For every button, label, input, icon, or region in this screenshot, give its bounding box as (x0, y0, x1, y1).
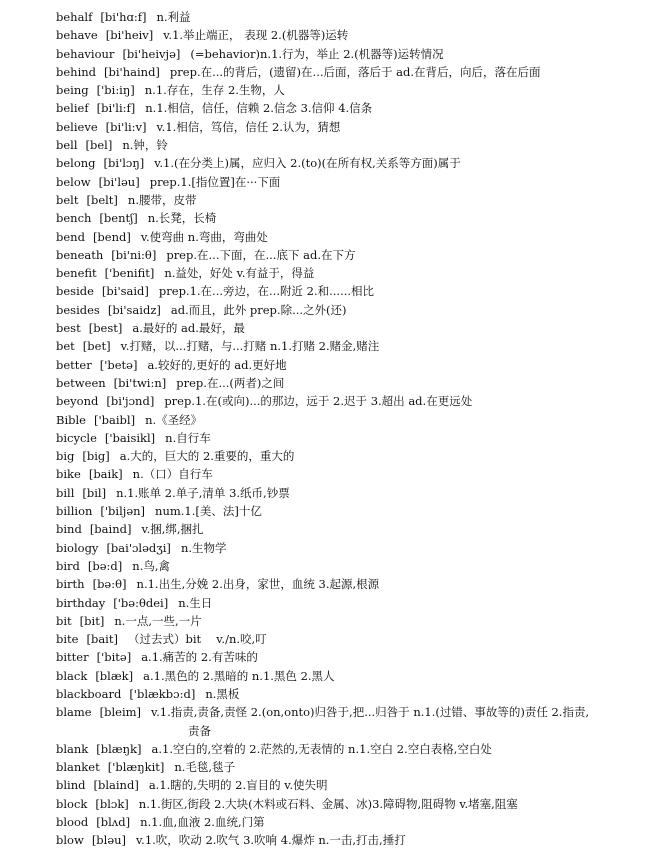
entry-word: bit (56, 613, 72, 628)
entry-word: bike (56, 467, 81, 482)
entry-definition: n.腰带，皮带 (127, 192, 197, 207)
entry-definition: n.1.账单 2.单子,清单 3.纸币,钞票 (116, 485, 290, 500)
entry-phonetic: [bait] (86, 632, 118, 647)
vocab-entry (56, 484, 646, 502)
vocab-entry (56, 502, 646, 520)
entry-word: better (56, 357, 92, 372)
entry-definition: v.1.举止端正， 表现 2.(机器等)运转 (163, 28, 349, 43)
entry-definition: prep.在...的背后，(遗留)在...后面，落后于 ad.在背后，向后，落在后面 (169, 64, 541, 79)
entry-phonetic: [blɔk] (95, 796, 129, 811)
entry-word: belt (56, 192, 79, 207)
entry-word: belief (56, 101, 89, 116)
entry-phonetic: [bi'hɑ:f] (100, 10, 147, 24)
vocab-entry (56, 118, 646, 136)
entry-phonetic: ['blækbɔ:d] (129, 686, 196, 701)
entry-definition: a.1.瞎的,失明的 2.盲目的 v.使失明 (148, 778, 328, 793)
entry-phonetic: [bit] (79, 613, 105, 628)
entry-definition: v.1.(在分类上)属，应归入 2.(to)(在所有权,关系等方面)属于 (154, 156, 461, 171)
entry-word: block (56, 796, 88, 811)
entry-word: bind (56, 522, 82, 537)
vocab-entry (56, 795, 646, 813)
entry-definition: v.1.吹，吹动 2.吹气 3.吹响 4.爆炸 n.一击,打击,捶打 (136, 833, 406, 848)
entry-definition: prep.1.在(或向)...的那边，远于 2.迟于 3.超出 ad.在更远处 (164, 394, 473, 409)
entry-word: bill (56, 485, 75, 500)
entry-definition: n.一点,一些,一片 (114, 613, 202, 628)
entry-definition: a.1.黑色的 2.黑暗的 n.1.黑色 2.黑人 (143, 668, 335, 683)
entry-word: birth (56, 577, 85, 592)
entry-phonetic: [baik] (88, 467, 123, 482)
entry-word: being (56, 83, 89, 98)
vocab-entry (56, 465, 646, 483)
entry-word: bird (56, 558, 80, 573)
entry-phonetic: [bi'saidz] (107, 302, 161, 317)
entry-phonetic: ['biljən] (100, 504, 146, 519)
entry-definition: num.1.[美、法]十亿 (155, 504, 262, 519)
entry-phonetic: [blʌd] (96, 815, 131, 830)
vocab-entry (56, 392, 646, 410)
vocab-entry (56, 301, 646, 319)
entry-phonetic: [bi'ləu] (98, 174, 140, 189)
entry-phonetic: [bend] (92, 229, 131, 244)
vocab-entry (56, 99, 646, 117)
entry-phonetic: [bentʃ] (99, 211, 138, 226)
entry-phonetic: [bel] (85, 138, 113, 153)
entry-word: birthday (56, 595, 106, 610)
entry-phonetic: [bai'ɔlədʒi] (106, 540, 171, 555)
entry-definition: v.捆,绑,捆扎 (141, 522, 204, 537)
entry-word: besides (56, 302, 100, 317)
entry-definition: n.毛毯,毯子 (174, 760, 236, 775)
entry-definition: n.鸟,禽 (132, 558, 171, 573)
entry-definition: n.1.存在，生存 2.生物，人 (144, 83, 285, 98)
entry-phonetic: [blæk] (95, 668, 134, 683)
entry-phonetic: [bi'li:v] (105, 119, 147, 134)
vocab-entry (56, 630, 646, 648)
vocab-entry (56, 246, 646, 264)
entry-phonetic: ['baibl] (93, 412, 136, 427)
entry-definition: a.较好的,更好的 ad.更好地 (147, 357, 287, 372)
vocab-entry (56, 447, 646, 465)
entry-definition: (=behavior)n.1.行为，举止 2.(机器等)运转情况 (190, 46, 444, 61)
entry-definition: v.1.指责,责备,责怪 2.(on,onto)归咎于,把...归咎于 n.1.(过错、事故等的)责任 2.指责, (151, 705, 590, 720)
vocab-entry (56, 758, 646, 776)
entry-phonetic: [bə:d] (87, 558, 123, 573)
entry-phonetic: ['benifit] (104, 266, 155, 281)
vocab-entry (56, 282, 646, 300)
entry-phonetic: [best] (88, 321, 123, 336)
entry-phonetic: [bet] (82, 339, 111, 354)
vocab-entry (56, 557, 646, 575)
entry-word: behind (56, 64, 97, 79)
entry-phonetic: ['bə:θdei] (113, 595, 169, 610)
entry-phonetic: [bi'heiv] (105, 28, 154, 43)
entry-word: Bible (56, 412, 86, 427)
entry-definition: v.1.相信，笃信，信任 2.认为，猜想 (156, 119, 341, 134)
entry-word: blackboard (56, 686, 122, 701)
entry-definition: n.1.出生,分娩 2.出身，家世，血统 3.起源,根源 (136, 577, 380, 592)
vocab-entry (56, 612, 646, 630)
entry-word: blank (56, 741, 89, 756)
entry-phonetic: ['baisikl] (104, 430, 156, 445)
vocab-entry (56, 154, 646, 172)
entry-word: blind (56, 778, 86, 793)
entry-word: beyond (56, 394, 99, 409)
entry-phonetic: [blaind] (93, 778, 139, 793)
vocab-entry (56, 667, 646, 685)
entry-definition: a.大的，巨大的 2.重要的，重大的 (119, 449, 295, 464)
entry-word: beneath (56, 247, 104, 262)
entry-phonetic: [bil] (82, 485, 107, 500)
vocab-entry (56, 319, 646, 337)
entry-definition: a.最好的 ad.最好，最 (132, 321, 245, 336)
entry-phonetic: ['bitə] (96, 650, 132, 665)
entry-phonetic: [blæŋk] (96, 741, 142, 756)
entry-word: behaviour (56, 46, 115, 61)
entry-word: biology (56, 540, 99, 555)
entry-definition: prep.在...下面，在...底下 ad.在下方 (166, 247, 356, 262)
vocab-entry (56, 776, 646, 794)
vocab-entry (56, 356, 646, 374)
entry-phonetic: [baind] (89, 522, 132, 537)
entry-definition: prep.1.在...旁边，在...附近 2.和......相比 (158, 284, 375, 299)
entry-word: belong (56, 156, 96, 171)
entry-definition: （过去式）bit v./n.咬,叮 (127, 632, 267, 647)
entry-phonetic: [bi'heivjə] (122, 46, 181, 61)
vocab-entry (56, 63, 646, 81)
entry-definition: n.利益 (156, 10, 191, 24)
vocab-entry (56, 648, 646, 666)
vocab-entry (56, 209, 646, 227)
vocab-entry (56, 813, 646, 831)
entry-phonetic: [bi'said] (101, 284, 149, 299)
entry-word: bell (56, 138, 78, 153)
vocabulary-list (56, 8, 646, 850)
vocab-entry (56, 228, 646, 246)
entry-word: behave (56, 28, 98, 43)
vocab-entry (56, 539, 646, 557)
entry-definition: v.打赌，以...打赌，与...打赌 n.1.打赌 2.赌金,赌注 (120, 339, 380, 354)
vocab-entry (56, 703, 646, 740)
entry-definition: ad.而且，此外 prep.除...之外(还) (170, 302, 347, 317)
entry-definition: n.《圣经》 (145, 412, 203, 427)
vocab-entry (56, 264, 646, 282)
entry-phonetic: [bləu] (91, 833, 127, 848)
vocab-entry (56, 26, 646, 44)
entry-phonetic: [bi'li:f] (96, 101, 136, 116)
entry-definition: n.（口）自行车 (132, 467, 213, 482)
entry-definition: prep.在...(两者)之间 (176, 375, 285, 390)
entry-definition: n.1.街区,街段 2.大块(木料或石料、金属、冰)3.障碍物,阻碍物 v.堵塞,阻塞 (138, 796, 518, 811)
entry-phonetic: [bə:θ] (92, 577, 127, 592)
entry-phonetic: [bi'lɔŋ] (103, 156, 145, 171)
vocab-entry (56, 374, 646, 392)
vocab-entry (56, 8, 646, 26)
entry-phonetic: ['blæŋkit] (107, 760, 165, 775)
entry-phonetic: [belt] (86, 192, 118, 207)
entry-word: bitter (56, 650, 89, 665)
entry-word: big (56, 449, 75, 464)
entry-word: black (56, 668, 88, 683)
entry-definition: n.益处，好处 v.有益于，得益 (164, 266, 315, 281)
vocab-entry (56, 81, 646, 99)
vocab-entry (56, 429, 646, 447)
entry-word: believe (56, 119, 98, 134)
vocab-entry (56, 520, 646, 538)
vocab-entry (56, 173, 646, 191)
vocab-entry (56, 191, 646, 209)
entry-definition: v.使弯曲 n.弯曲，弯曲处 (140, 229, 268, 244)
entry-phonetic: [bi'haind] (104, 64, 160, 79)
entry-phonetic: [bi'twi:n] (113, 375, 167, 390)
entry-word: between (56, 375, 106, 390)
entry-word: bite (56, 632, 79, 647)
vocab-entry (56, 831, 646, 849)
entry-phonetic: [bleim] (99, 705, 142, 720)
vocab-entry (56, 45, 646, 63)
entry-phonetic: [big] (82, 449, 110, 464)
entry-definition: a.1.痛苦的 2.有苦味的 (141, 650, 258, 665)
entry-definition: n.钟，铃 (122, 138, 168, 153)
entry-definition: n.1.血,血液 2.血统,门第 (140, 815, 265, 830)
vocab-entry (56, 136, 646, 154)
entry-definition: n.1.相信，信任，信赖 2.信念 3.信仰 4.信条 (145, 101, 373, 116)
entry-word: bench (56, 211, 92, 226)
entry-word: below (56, 174, 91, 189)
vocab-entry (56, 337, 646, 355)
entry-word: blanket (56, 760, 100, 775)
vocab-entry (56, 685, 646, 703)
entry-word: billion (56, 504, 93, 519)
vocab-entry (56, 594, 646, 612)
entry-definition: n.自行车 (165, 430, 211, 445)
entry-word: best (56, 321, 81, 336)
entry-word: beside (56, 284, 94, 299)
entry-word: blow (56, 833, 84, 848)
entry-definition: n.黑板 (205, 686, 240, 701)
entry-definition: n.长凳，长椅 (147, 211, 217, 226)
entry-word: blame (56, 705, 92, 720)
entry-definition-continuation: 责备 (188, 723, 211, 738)
vocab-entry (56, 740, 646, 758)
entry-definition: prep.1.[指位置]在···下面 (149, 174, 281, 189)
entry-word: bend (56, 229, 85, 244)
entry-word: bet (56, 339, 75, 354)
entry-definition: n.生日 (178, 595, 213, 610)
entry-phonetic: [bi'jɔnd] (106, 394, 155, 409)
vocab-entry (56, 411, 646, 429)
entry-definition: a.1.空白的,空着的 2.茫然的,无表情的 n.1.空白 2.空白表格,空白处 (151, 741, 492, 756)
vocab-entry (56, 575, 646, 593)
entry-phonetic: ['bi:iŋ] (96, 83, 135, 98)
entry-word: bicycle (56, 430, 97, 445)
entry-definition: n.生物学 (180, 540, 227, 555)
entry-word: behalf (56, 10, 93, 24)
entry-word: blood (56, 815, 89, 830)
entry-word: benefit (56, 266, 97, 281)
entry-phonetic: [bi'ni:θ] (111, 247, 157, 262)
entry-phonetic: ['betə] (99, 357, 138, 372)
